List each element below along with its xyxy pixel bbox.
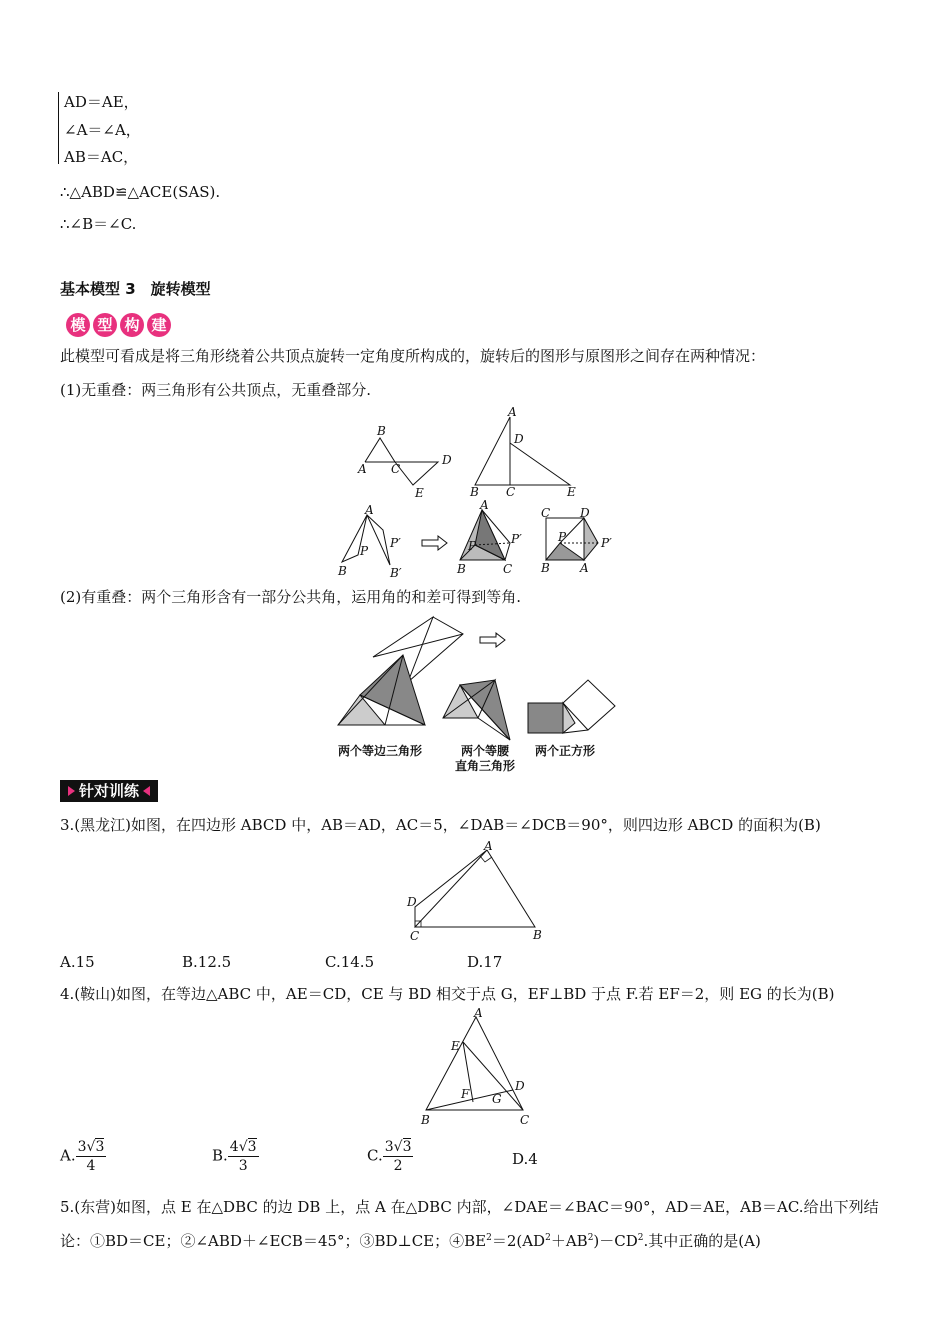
proof-conclusion-1: ∴△ABD≌△ACE(SAS).: [60, 183, 221, 201]
label-E: E: [415, 486, 424, 500]
case-1-text: (1)无重叠：两三角形有公共顶点，无重叠部分.: [60, 381, 372, 399]
label-C: C: [541, 506, 551, 520]
label-D: D: [580, 506, 590, 520]
caption-equilateral: 两个等边三角形: [337, 744, 422, 758]
label-G: G: [492, 1092, 502, 1106]
label-C: C: [506, 485, 516, 499]
tag-char: 建: [147, 313, 171, 337]
figure-two-equilateral: [335, 655, 430, 730]
model-construct-tag: [66, 313, 171, 337]
tag-char: 构: [120, 313, 144, 337]
figure-rotation-before: [335, 505, 415, 580]
q3-option-d: D.17: [467, 953, 503, 971]
label-D: D: [514, 432, 524, 446]
case-2-text: (2)有重叠：两个三角形含有一部分公共角，运用角的和差可得到等角.: [60, 588, 522, 606]
label-P: P: [360, 544, 369, 558]
figure-two-squares: [525, 678, 620, 738]
label-B: B: [470, 485, 479, 499]
label-B: B: [541, 561, 550, 575]
label-A: A: [580, 561, 589, 575]
label-P: P: [468, 539, 477, 553]
label-C: C: [503, 562, 513, 576]
figure-square-rotation: [538, 505, 618, 580]
label-E: E: [451, 1039, 460, 1053]
figure-right-triangles: [470, 405, 585, 500]
label-A: A: [480, 498, 489, 512]
label-A: A: [508, 405, 517, 419]
figure-two-isosceles-right: [440, 680, 515, 740]
proof-condition-2: ∠A＝∠A，: [64, 121, 141, 139]
arrow-icon: [420, 535, 450, 551]
q3-option-a: A.15: [60, 953, 95, 971]
q4-option-a: A. $\frac{3√3}{4}$: [60, 1139, 105, 1174]
label-B: B: [338, 564, 347, 578]
label-B: B: [533, 928, 542, 942]
tag-char: 模: [66, 313, 90, 337]
training-tag: [60, 780, 158, 802]
q3-stem: 3.(黑龙江)如图，在四边形 ABCD 中，AB＝AD，AC＝5，∠DAB＝∠DCB＝90°，则四边形 ABCD 的面积为(B): [60, 816, 821, 834]
label-D: D: [442, 453, 452, 467]
label-B: B: [457, 562, 466, 576]
figure-rotation-after: [455, 498, 535, 580]
q4-option-c: C. $\frac{3√3}{2}$: [367, 1139, 412, 1174]
training-tag-label: 针对训练: [79, 782, 140, 800]
q4-figure: [418, 1006, 538, 1130]
q3-figure: [405, 839, 545, 943]
q5-line-2: 论：①BD＝CE；②∠ABD＋∠ECB＝45°；③BD⊥CE；$④BE^2=2(AD^2+AB^2)-CD^2$.其中正确的是(A): [60, 1232, 761, 1250]
q4-option-d: D.4: [512, 1150, 538, 1168]
proof-conclusion-2: ∴∠B＝∠C.: [60, 215, 137, 233]
label-D: D: [407, 895, 417, 909]
q4-option-b: B. $\frac{4√3}{3}$: [212, 1139, 257, 1174]
figure-bowtie: [355, 425, 455, 500]
tag-char: 型: [93, 313, 117, 337]
label-P-prime: P′: [601, 536, 612, 550]
label-E: E: [567, 485, 576, 499]
q3-option-c: C.14.5: [325, 953, 375, 971]
label-C: C: [410, 929, 420, 943]
section-title: 基本模型 3 旋转模型: [60, 280, 211, 298]
label-P: P: [558, 530, 567, 544]
caption-isosceles-line1: 两个等腰: [460, 744, 509, 758]
q5-line-1: 5.(东营)如图，点 E 在△DBC 的边 DB 上，点 A 在△DBC 内部，∠DAE＝∠BAC＝90°，AD＝AE，AB＝AC.给出下列结: [60, 1198, 879, 1216]
label-C: C: [391, 462, 401, 476]
arrow-icon: [478, 632, 508, 648]
caption-isosceles-line2: 直角三角形: [454, 759, 515, 773]
label-A: A: [474, 1006, 483, 1020]
triangle-right-icon: [68, 786, 75, 796]
label-P-prime: P′: [390, 536, 401, 550]
label-P-prime: P′: [511, 532, 522, 546]
q4-stem: 4.(鞍山)如图，在等边△ABC 中，AE＝CD，CE 与 BD 相交于点 G，EF⊥BD 于点 F.若 EF＝2，则 EG 的长为(B): [60, 985, 835, 1003]
label-A: A: [484, 839, 493, 853]
label-D: D: [515, 1079, 525, 1093]
label-B-prime: B′: [390, 566, 402, 580]
label-A: A: [358, 462, 367, 476]
triangle-left-icon: [143, 786, 150, 796]
label-B: B: [421, 1113, 430, 1127]
label-C: C: [520, 1113, 530, 1127]
proof-condition-1: AD＝AE，: [64, 93, 139, 111]
label-B: B: [377, 424, 386, 438]
label-F: F: [461, 1087, 470, 1101]
label-A: A: [365, 503, 374, 517]
intro-text: 此模型可看成是将三角形绕着公共顶点旋转一定角度所构成的，旋转后的图形与原图形之间存在两种情况：: [60, 347, 766, 365]
proof-condition-3: AB＝AC，: [64, 148, 139, 166]
q3-option-b: B.12.5: [182, 953, 232, 971]
caption-squares: 两个正方形: [534, 744, 595, 758]
